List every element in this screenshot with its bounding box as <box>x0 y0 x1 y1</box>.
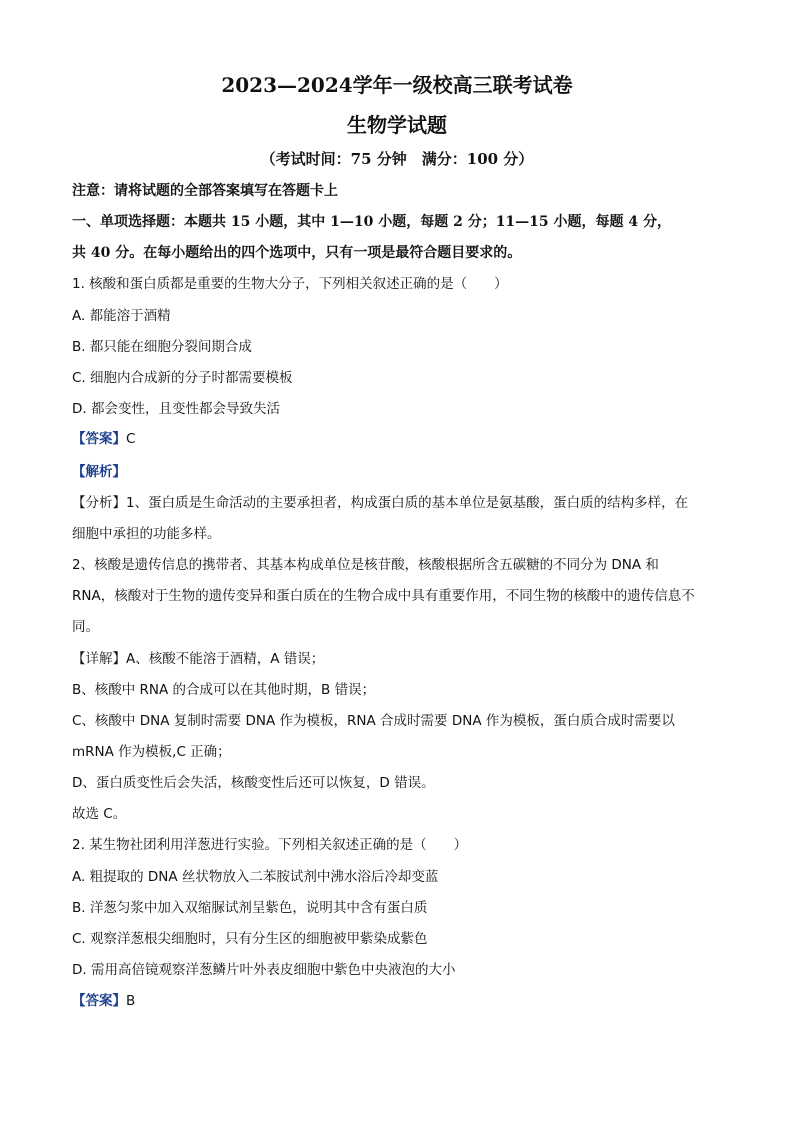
q2-option-c: C. 观察洋葱根尖细胞时，只有分生区的细胞被甲紫染成紫色 <box>72 931 428 947</box>
q1-detail-c1: C、核酸中 DNA 复制时需要 DNA 作为模板，RNA 合成时需要 DNA 作为模板，蛋白质合成时需要以 <box>72 713 675 729</box>
q1-answer <box>72 429 722 449</box>
q1-option-b: B. 都只能在细胞分裂间期合成 <box>72 339 252 355</box>
exam-title: 2023—2024学年一级校高三联考试卷 <box>221 73 573 97</box>
exam-meta: （考试时间：75 分钟 满分：100 分） <box>260 150 534 168</box>
q1-analysis-tag <box>72 462 722 482</box>
q2-option-b: B. 洋葱匀浆中加入双缩脲试剂呈紫色，说明其中含有蛋白质 <box>72 900 428 916</box>
q1-fenxi-2a: 2、核酸是遗传信息的携带者、其基本构成单位是核苷酸，核酸根据所含五碳糖的不同分为 DNA 和 <box>72 557 659 573</box>
answer-value: B <box>126 993 136 1009</box>
q1-conclusion: 故选 C。 <box>72 806 127 822</box>
q1-option-c: C. 细胞内合成新的分子时都需要模板 <box>72 370 293 386</box>
exam-subject: 生物学试题 <box>347 113 447 137</box>
q1-detail-a <box>72 649 722 669</box>
q2-answer <box>72 991 722 1011</box>
q1-stem: 1. 核酸和蛋白质都是重要的生物大分子，下列相关叙述正确的是（ ） <box>72 276 508 292</box>
answer-tag: 【答案】 <box>72 431 126 447</box>
q1-fenxi-1b: 细胞中承担的功能多样。 <box>72 526 221 542</box>
section-heading-line2: 共 40 分。在每小题给出的四个选项中，只有一项是最符合题目要求的。 <box>72 245 522 261</box>
q2-stem: 2. 某生物社团利用洋葱进行实验。下列相关叙述正确的是（ ） <box>72 837 468 853</box>
q2-option-d: D. 需用高倍镜观察洋葱鳞片叶外表皮细胞中紫色中央液泡的大小 <box>72 962 456 978</box>
answer-value: C <box>126 431 136 447</box>
q1-detail-c2: mRNA 作为模板,C 正确； <box>72 744 231 760</box>
fenxi-tag: 【分析】 <box>72 495 126 511</box>
section-heading-line1: 一、单项选择题：本题共 15 小题，其中 1—10 小题，每题 2 分；11—15 小题，每题 4 分， <box>72 214 672 230</box>
fenxi-text: 1、蛋白质是生命活动的主要承担者，构成蛋白质的基本单位是氨基酸，蛋白质的结构多样，在 <box>126 495 689 511</box>
q1-fenxi-2b: RNA，核酸对于生物的遗传变异和蛋白质在的生物合成中具有重要作用，不同生物的核酸中的遗传信息不 <box>72 588 695 604</box>
q1-option-d: D. 都会变性，且变性都会导致失活 <box>72 401 280 417</box>
q1-fenxi-2c: 同。 <box>72 619 99 635</box>
q1-fenxi-1a <box>72 493 722 513</box>
q1-detail-b: B、核酸中 RNA 的合成可以在其他时期，B 错误； <box>72 682 376 698</box>
q1-detail-d: D、蛋白质变性后会失活，核酸变性后还可以恢复，D 错误。 <box>72 775 435 791</box>
q1-option-a: A. 都能溶于酒精 <box>72 308 171 324</box>
notice: 注意：请将试题的全部答案填写在答题卡上 <box>72 183 338 199</box>
detail-text: A、核酸不能溶于酒精，A 错误； <box>126 651 325 667</box>
answer-tag: 【答案】 <box>72 993 126 1009</box>
analysis-tag: 【解析】 <box>72 464 126 480</box>
q2-option-a: A. 粗提取的 DNA 丝状物放入二苯胺试剂中沸水浴后冷却变蓝 <box>72 869 439 885</box>
detail-tag: 【详解】 <box>72 651 126 667</box>
